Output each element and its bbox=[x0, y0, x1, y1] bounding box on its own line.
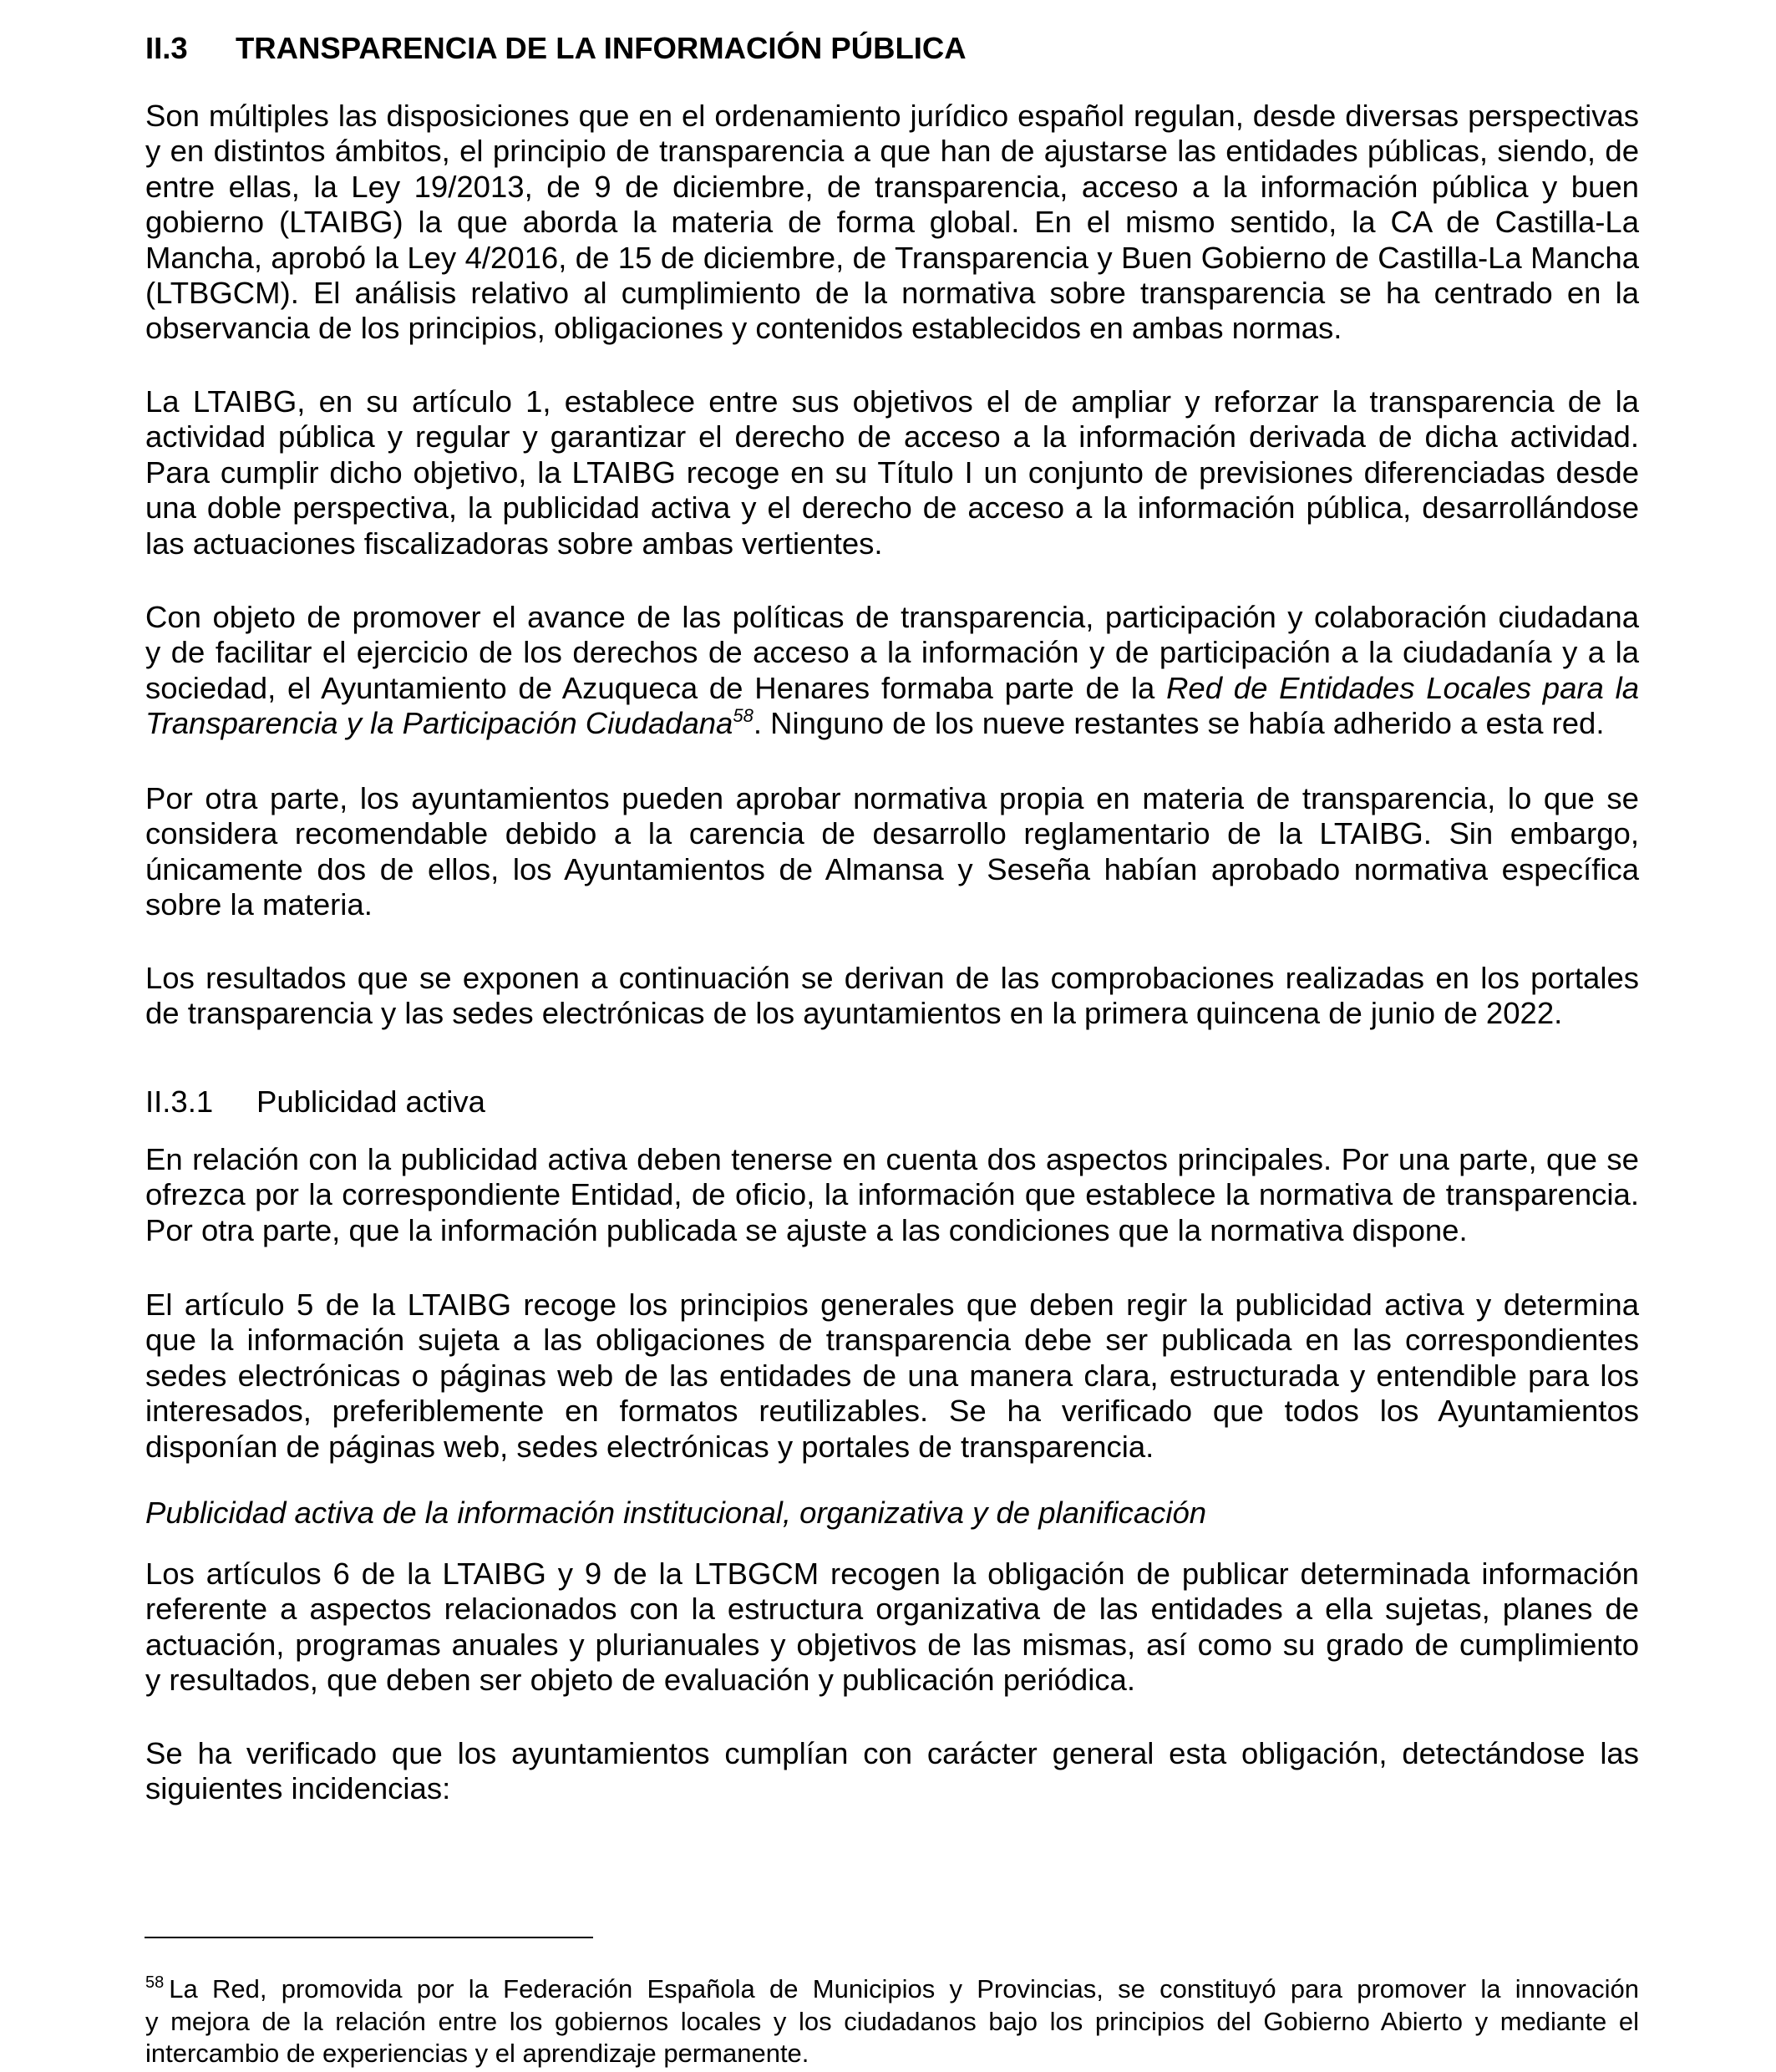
text-line: Por otra parte, que la información publicada se ajuste a las condiciones que la normativa dispone. bbox=[145, 1212, 1468, 1247]
paragraph-resultados bbox=[145, 961, 1639, 1032]
text-line: Con objeto de promover el avance de las políticas de transparencia, participación y colaboración ciudadana bbox=[145, 600, 1639, 634]
text-line: En relación con la publicidad activa deben tenerse en cuenta dos aspectos principales. Por una parte, que se bbox=[145, 1142, 1639, 1176]
text-line: que la información sujeta a las obligaciones de transparencia debe ser publicada en las correspondientes bbox=[145, 1323, 1639, 1358]
network-name-italic: Red de Entidades Locales para la bbox=[1166, 670, 1640, 705]
text-line: (LTBGCM). El análisis relativo al cumplimiento de la normativa sobre transparencia se ha centrado en la bbox=[145, 275, 1639, 310]
paragraph-publicidad-aspectos bbox=[145, 1142, 1639, 1248]
subsection-heading bbox=[145, 1084, 485, 1120]
paragraph-incidencias bbox=[145, 1736, 1639, 1807]
footnote-reference[interactable]: 58 bbox=[733, 705, 754, 727]
paragraph-intro bbox=[145, 99, 1639, 347]
text-line: entre ellas, la Ley 19/2013, de 9 de diciembre, de transparencia, acceso a la información pública y buen bbox=[145, 169, 1639, 204]
footnote bbox=[145, 1973, 1639, 2070]
paragraph-articulo-5 bbox=[145, 1287, 1639, 1465]
text-line: y resultados, que deben ser objeto de evaluación y publicación periódica. bbox=[145, 1663, 1136, 1698]
section-heading bbox=[145, 31, 967, 66]
text-segment: La Red, promovida por la Federación Española de Municipios y Provincias, se constituyó para promover la innovación bbox=[169, 1974, 1639, 2003]
text-line: Los artículos 6 de la LTAIBG y 9 de la LTBGCM recogen la obligación de publicar determinada información bbox=[145, 1557, 1639, 1591]
subsection-number: II.3.1 bbox=[145, 1084, 214, 1119]
text-line: y de facilitar el ejercicio de los derechos de acceso a la información y de participación a la ciudadanía y a la bbox=[145, 635, 1639, 670]
text-line: Son múltiples las disposiciones que en el ordenamiento jurídico español regulan, desde diversas perspectivas bbox=[145, 99, 1639, 133]
text-line: sobre la materia. bbox=[145, 887, 373, 922]
text-line: actuación, programas anuales y plurianuales y objetivos de las mismas, así como su grado de cumplimiento bbox=[145, 1627, 1639, 1662]
text-segment: sociedad, el Ayuntamiento de Azuqueca de Henares formaba parte de la bbox=[145, 670, 1167, 705]
text-line: una doble perspectiva, la publicidad activa y el derecho de acceso a la información pública, desarrollándose bbox=[145, 490, 1639, 526]
text-line: las actuaciones fiscalizadoras sobre ambas vertientes. bbox=[145, 526, 883, 561]
text-line: La LTAIBG, en su artículo 1, establece entre sus objetivos el de ampliar y reforzar la transparencia de la bbox=[145, 384, 1639, 419]
text-line: de transparencia y las sedes electrónicas de los ayuntamientos en la primera quincena de junio de 2022. bbox=[145, 996, 1563, 1031]
text-line: disponían de páginas web, sedes electrónicas y portales de transparencia. bbox=[145, 1429, 1154, 1464]
text-line: únicamente dos de ellos, los Ayuntamientos de Almansa y Seseña habían aprobado normativa específica bbox=[145, 851, 1639, 886]
footnote-line bbox=[145, 1973, 1639, 2006]
text-line: Para cumplir dicho objetivo, la LTAIBG recoge en su Título I un conjunto de previsiones diferenciadas desde bbox=[145, 455, 1639, 490]
footnote-number: 58 bbox=[145, 1973, 165, 1992]
text-line: considera recomendable debido a la carencia de desarrollo reglamentario de la LTAIBG. Sin embargo, bbox=[145, 816, 1639, 851]
paragraph-articulos-6-9 bbox=[145, 1557, 1639, 1699]
section-number: II.3 bbox=[145, 31, 188, 65]
italic-subheading: Publicidad activa de la información institucional, organizativa y de planificación bbox=[145, 1496, 1207, 1530]
text-line: siguientes incidencias: bbox=[145, 1771, 451, 1806]
network-name-italic: Transparencia y la Participación Ciudadana bbox=[145, 706, 733, 741]
footnote-separator bbox=[145, 1937, 593, 1938]
footnote-line: y mejora de la relación entre los gobiernos locales y los ciudadanos bajo los principios del Gobierno Abierto y mediante el bbox=[145, 2006, 1639, 2036]
subsection-title: Publicidad activa bbox=[256, 1084, 485, 1119]
text-line: El artículo 5 de la LTAIBG recoge los principios generales que deben regir la publicidad activa y determina bbox=[145, 1287, 1639, 1322]
text-segment: . Ninguno de los nueve restantes se había adherido a esta red. bbox=[753, 706, 1605, 741]
text-line: gobierno (LTAIBG) la que aborda la materia de forma global. En el mismo sentido, la CA de Castilla-La bbox=[145, 205, 1639, 240]
footnote-line: intercambio de experiencias y el aprendizaje permanente. bbox=[145, 2039, 809, 2068]
text-line: sedes electrónicas o páginas web de las entidades de una manera clara, estructurada y entendible para los bbox=[145, 1358, 1639, 1393]
text-line: y en distintos ámbitos, el principio de transparencia a que han de ajustarse las entidades públicas, siendo, de bbox=[145, 134, 1639, 169]
paragraph-red-entidades bbox=[145, 600, 1639, 742]
text-line: Mancha, aprobó la Ley 4/2016, de 15 de diciembre, de Transparencia y Buen Gobierno de Castilla-La Mancha bbox=[145, 240, 1639, 275]
text-line: Se ha verificado que los ayuntamientos cumplían con carácter general esta obligación, detectándose las bbox=[145, 1736, 1639, 1770]
text-line: Los resultados que se exponen a continuación se derivan de las comprobaciones realizadas en los portales bbox=[145, 961, 1639, 995]
text-line bbox=[145, 706, 1639, 741]
text-line: referente a aspectos relacionados con la estructura organizativa de las entidades a ella sujetas, planes de bbox=[145, 1592, 1639, 1627]
text-line: Por otra parte, los ayuntamientos pueden aprobar normativa propia en materia de transparencia, lo que se bbox=[145, 781, 1639, 815]
paragraph-normativa-propia bbox=[145, 781, 1639, 923]
section-title: TRANSPARENCIA DE LA INFORMACIÓN PÚBLICA bbox=[236, 31, 967, 65]
text-line: ofrezca por la correspondiente Entidad, de oficio, la información que establece la normativa de transparencia. bbox=[145, 1177, 1639, 1212]
text-line bbox=[145, 671, 1639, 706]
paragraph-ltaibg-objectives bbox=[145, 384, 1639, 561]
text-line: interesados, preferiblemente en formatos reutilizables. Se ha verificado que todos los Ayuntamientos bbox=[145, 1394, 1639, 1429]
text-line: observancia de los principios, obligaciones y contenidos establecidos en ambas normas. bbox=[145, 311, 1342, 346]
text-line: actividad pública y regular y garantizar el derecho de acceso a la información derivada de dicha actividad. bbox=[145, 419, 1639, 455]
